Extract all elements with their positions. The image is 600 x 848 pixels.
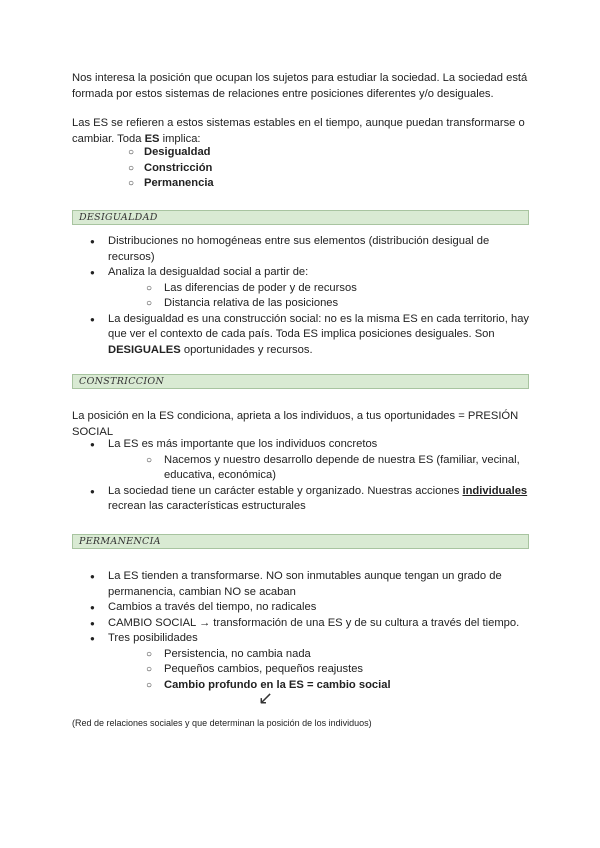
heading-desigualdad-text: DESIGUALDAD [79,212,158,223]
constriccion-paragraph: La posición en la ES condiciona, aprieta a los individuos, a tus oportunidades = PRESIÓN SOCIAL [72,410,519,438]
intro-p2-text-c: implica: [159,133,201,145]
permanencia-sublist [108,647,530,694]
constriccion-bullet-1: ● La ES es más importante que los individuos concretos ○ Nacemos y nuestro desarrollo depende de nuestra ES (familiar, vecinal, educativa, económica) [90,437,530,484]
permanencia-sub-3: ○ Cambio profundo en la ES = cambio social [108,678,530,694]
footnote: (Red de relaciones sociales y que determinan la posición de los individuos) [72,718,372,728]
permanencia-list [90,569,530,693]
heading-constriccion-text: CONSTRICCION [79,376,165,387]
heading-constriccion [72,374,529,389]
desigualdad-sub-1: ○ Las diferencias de poder y de recursos [108,281,530,297]
constriccion-bullet-2: ● La sociedad tiene un carácter estable y organizado. Nuestras acciones individuales recrean las características estructurales [90,484,530,515]
desigualdad-sub-2: ○ Distancia relativa de las posiciones [108,296,530,312]
permanencia-bullet-3: ● CAMBIO SOCIAL → transformación de una ES y de su cultura a través del tiempo. [90,616,530,632]
constriccion-sublist [108,453,530,484]
permanencia-bullet-4: ● Tres posibilidades ○ Persistencia, no cambia nada ○ Pequeños cambios, pequeños reajustes ○ Cambio profundo en la ES = cambio social [90,631,530,693]
intro-p2-es: ES [144,133,160,145]
constriccion-sub-1: ○ Nacemos y nuestro desarrollo depende de nuestra ES (familiar, vecinal, educativa, económica) [108,453,530,484]
permanencia-bullet-1: ● La ES tienden a transformarse. NO son inmutables aunque tengan un grado de permanencia, cambian NO se acaban [90,569,530,600]
intro-paragraph-1: Nos interesa la posición que ocupan los sujetos para estudiar la sociedad. La sociedad está formada por estos sistemas de relaciones entre posiciones diferentes y/o desiguales. [72,72,528,100]
desigualdad-list [90,234,530,358]
permanencia-sub-2: ○ Pequeños cambios, pequeños reajustes [108,662,530,678]
permanencia-bullet-2: ● Cambios a través del tiempo, no radicales [90,600,530,616]
intro-item-desigualdad: ○ Desigualdad [72,145,372,161]
intro-item-constriccion: ○ Constricción [72,161,372,177]
intro-item-permanencia: ○ Permanencia [72,176,372,192]
intro-p2-text-a: Las ES se refieren a estos sistemas estables en el tiempo, aunque puedan transformarse o cambiar. Toda [72,117,525,145]
permanencia-sub-1: ○ Persistencia, no cambia nada [108,647,530,663]
intro-paragraph-2 [72,115,532,147]
heading-desigualdad [72,210,529,225]
desigualdad-bullet-2: ● Analiza la desigualdad social a partir de: ○ Las diferencias de poder y de recursos ○ Distancia relativa de las posiciones [90,265,530,312]
intro-sublist [72,145,372,192]
desigualdad-sublist [108,281,530,312]
heading-permanencia [72,534,529,549]
heading-permanencia-text: PERMANENCIA [79,536,161,547]
constriccion-list [90,437,530,515]
desigualdad-bullet-1: ● Distribuciones no homogéneas entre sus elementos (distribución desigual de recursos) [90,234,530,265]
arrow-down-left-icon: ↙ [258,688,274,708]
desigualdad-bullet-3: ● La desigualdad es una construcción social: no es la misma ES en cada territorio, hay que ver el contexto de cada país. Toda ES implica posiciones desiguales. Son DESIGUALES oportunidades y recursos. [90,312,530,359]
